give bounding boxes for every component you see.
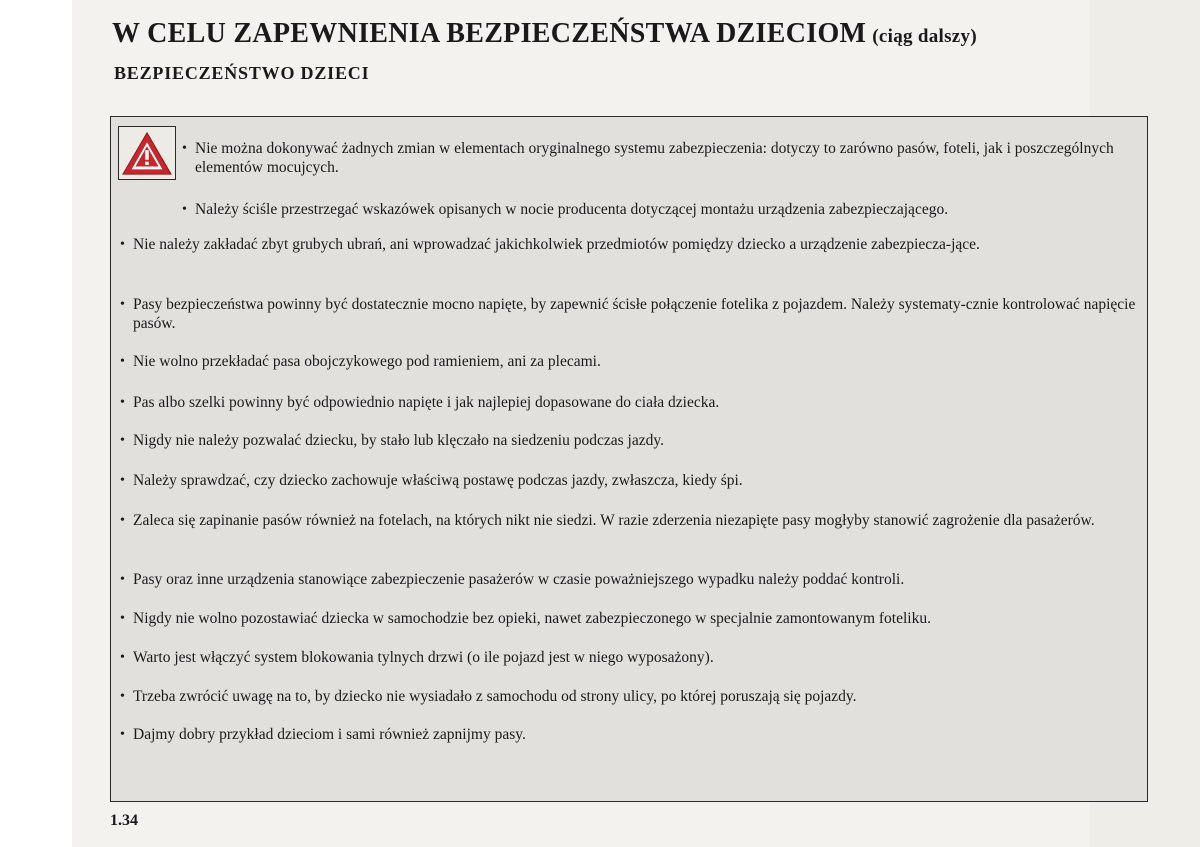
list-item-text: Należy sprawdzać, czy dziecko zachowuje właściwą postawę podczas jazdy, zwłaszcza, kiedy śpi. bbox=[133, 472, 743, 489]
list-item bbox=[120, 687, 1140, 706]
bullet: • bbox=[120, 611, 125, 626]
title-continued: (ciąg dalszy) bbox=[872, 26, 977, 47]
page-title bbox=[112, 18, 1012, 50]
list-item-text: Nie można dokonywać żadnych zmian w elementach oryginalnego systemu zabezpieczenia: dotyczy to zarówno pasów, foteli, jak i poszczególnych elementów mocujcych. bbox=[195, 140, 1114, 176]
bullet: • bbox=[120, 513, 125, 528]
bullet: • bbox=[120, 727, 125, 742]
list-item bbox=[120, 352, 1140, 371]
bullet: • bbox=[120, 354, 125, 369]
bullet: • bbox=[182, 141, 187, 156]
list-item-text: Trzeba zwrócić uwagę na to, by dziecko nie wysiadało z samochodu od strony ulicy, po której poruszają się pojazdy. bbox=[133, 688, 857, 705]
list-item bbox=[120, 570, 1140, 589]
list-item-text: Nigdy nie należy pozwalać dziecku, by stało lub klęczało na siedzeniu podczas jazdy. bbox=[133, 432, 664, 449]
list-item bbox=[120, 725, 1140, 744]
list-item-text: Nie wolno przekładać pasa obojczykowego pod ramieniem, ani za plecami. bbox=[133, 353, 601, 370]
bullet: • bbox=[120, 572, 125, 587]
warning-triangle-icon bbox=[119, 127, 175, 179]
list-item bbox=[120, 511, 1140, 530]
bullet: • bbox=[120, 297, 125, 312]
section-subtitle: BEZPIECZEŃSTWO DZIECI bbox=[114, 63, 370, 83]
list-item-text: Należy ściśle przestrzegać wskazówek opisanych w nocie producenta dotyczącej montażu urządzenia zabezpieczającego. bbox=[195, 201, 949, 218]
bullet: • bbox=[120, 689, 125, 704]
bullet: • bbox=[120, 433, 125, 448]
bullet: • bbox=[120, 650, 125, 665]
list-item-text: Pasy oraz inne urządzenia stanowiące zabezpieczenie pasażerów w czasie poważniejszego wypadku należy poddać kontroli. bbox=[133, 571, 905, 588]
list-item bbox=[120, 648, 1140, 667]
list-item bbox=[120, 295, 1140, 333]
list-item-text: Pasy bezpieczeństwa powinny być dostatecznie mocno napięte, by zapewnić ścisłe połączenie fotelika z pojazdem. Należy systematy-cznie kontrolować napięcie pasów. bbox=[133, 296, 1136, 332]
bullet: • bbox=[120, 237, 125, 252]
warning-icon-frame bbox=[118, 126, 176, 180]
bullet: • bbox=[182, 202, 187, 217]
list-item-text: Nigdy nie wolno pozostawiać dziecka w samochodzie bez opieki, nawet zabezpieczonego w specjalnie zamontowanym foteliku. bbox=[133, 610, 931, 627]
list-item bbox=[182, 200, 1142, 219]
list-item-text: Warto jest włączyć system blokowania tylnych drzwi (o ile pojazd jest w niego wyposażony). bbox=[133, 649, 714, 666]
list-item bbox=[120, 609, 1140, 628]
list-item bbox=[120, 431, 1140, 450]
title-main: W CELU ZAPEWNIENIA BEZPIECZEŃSTWA DZIECIOM bbox=[112, 18, 867, 49]
bullet: • bbox=[120, 473, 125, 488]
list-item-text: Zaleca się zapinanie pasów również na fotelach, na których nikt nie siedzi. W razie zderzenia niezapięte pasy mogłyby stanowić zagrożenie dla pasażerów. bbox=[133, 512, 1095, 529]
list-item bbox=[120, 235, 1140, 254]
list-item-text: Nie należy zakładać zbyt grubych ubrań, ani wprowadzać jakichkolwiek przedmiotów pomiędzy dziecko a urządzenie zabezpiecza-jące. bbox=[133, 236, 980, 253]
list-item bbox=[120, 471, 1140, 490]
bullet: • bbox=[120, 395, 125, 410]
page-number: 1.34 bbox=[110, 812, 138, 829]
list-item bbox=[182, 139, 1142, 177]
list-item-text: Pas albo szelki powinny być odpowiednio napięte i jak najlepiej dopasowane do ciała dziecka. bbox=[133, 394, 720, 411]
list-item bbox=[120, 393, 1140, 412]
list-item-text: Dajmy dobry przykład dzieciom i sami również zapnijmy pasy. bbox=[133, 726, 526, 743]
